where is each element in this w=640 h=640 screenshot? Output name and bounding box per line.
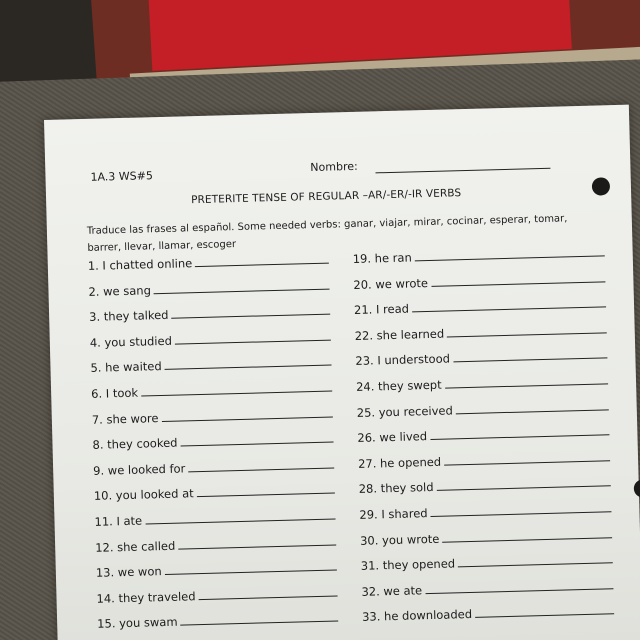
question-text: 15. you swam [97, 615, 178, 632]
question-text: 1. I chatted online [87, 256, 193, 273]
question-text: 3. they talked [88, 307, 169, 325]
question-text: 11. I ate [94, 513, 143, 529]
question-item [88, 278, 330, 298]
question-item [96, 560, 337, 580]
question-item [362, 604, 614, 625]
question-item [97, 611, 339, 631]
question-text: 27. he opened [357, 454, 442, 471]
question-text: 31. they opened [360, 556, 456, 574]
answer-line[interactable] [458, 561, 613, 567]
question-text: 12. she called [95, 538, 176, 555]
question-text: 30. you wrote [359, 531, 440, 548]
question-text: 25. you received [356, 402, 453, 420]
question-item [356, 373, 608, 394]
answer-line[interactable] [172, 313, 331, 319]
question-text: 24. they swept [355, 377, 442, 394]
question-text: 32. we ate [361, 583, 423, 599]
question-item [91, 381, 332, 401]
answer-line[interactable] [195, 262, 329, 268]
answer-line[interactable] [199, 594, 338, 600]
worksheet-code: 1A.3 WS#5 [90, 169, 154, 184]
answer-line[interactable] [475, 613, 614, 619]
question-item [358, 450, 610, 471]
question-text: 2. we sang [88, 282, 152, 299]
answer-line[interactable] [444, 459, 610, 465]
instructions: Traduce las frases al español. Some needed verbs: ganar, viajar, mirar, cocinar, esperar, tomar, barrer, llevar, llamar, escoger [86, 213, 568, 254]
question-text: 5. he waited [90, 359, 162, 376]
question-text: 23. I understood [355, 351, 451, 369]
answer-line[interactable] [145, 518, 335, 525]
question-item [359, 501, 611, 522]
answer-line[interactable] [412, 306, 606, 313]
question-item [90, 355, 331, 375]
question-text: 8. they cooked [92, 435, 178, 453]
question-item [93, 457, 334, 477]
question-item [354, 297, 606, 318]
question-text: 28. they sold [358, 480, 434, 497]
answer-line[interactable] [154, 287, 330, 294]
answer-line[interactable] [437, 485, 611, 492]
question-text: 4. you studied [89, 333, 173, 350]
answer-line[interactable] [442, 536, 612, 542]
question-item [355, 322, 608, 343]
answer-line[interactable] [197, 492, 335, 498]
answer-line[interactable] [162, 415, 333, 421]
question-text: 20. we wrote [353, 275, 429, 292]
question-item [357, 425, 609, 446]
question-item [94, 483, 335, 503]
answer-line[interactable] [430, 434, 609, 441]
answer-line[interactable] [141, 390, 332, 397]
answer-line[interactable] [165, 364, 332, 370]
question-item [96, 585, 337, 605]
answer-line[interactable] [453, 357, 607, 363]
question-text: 7. she wore [91, 410, 159, 427]
name-line [375, 168, 550, 174]
question-text: 33. he downloaded [361, 607, 473, 625]
question-text: 9. we looked for [93, 461, 186, 478]
answer-line[interactable] [165, 569, 337, 576]
question-item [359, 476, 611, 497]
answer-line[interactable] [447, 331, 607, 337]
question-item [95, 534, 336, 554]
question-text: 26. we lived [357, 429, 428, 446]
punch-hole [634, 479, 640, 497]
question-item [357, 399, 609, 420]
question-text: 19. he ran [352, 250, 412, 266]
answer-line[interactable] [431, 510, 612, 517]
question-item [92, 432, 333, 452]
question-text: 22. she learned [354, 326, 445, 343]
answer-line[interactable] [178, 543, 336, 549]
punch-hole [592, 177, 610, 195]
name-label: Nombre: [310, 159, 358, 175]
answer-line[interactable] [431, 280, 605, 287]
question-item [94, 509, 335, 529]
question-text: 10. you looked at [93, 486, 194, 504]
question-item [361, 552, 614, 573]
question-text: 14. they traveled [96, 588, 196, 606]
answer-line[interactable] [425, 587, 613, 594]
question-item [92, 406, 333, 426]
worksheet-title: PRETERITE TENSE OF REGULAR –AR/-ER/-IR VERBS [190, 187, 462, 207]
answer-line[interactable] [181, 441, 334, 447]
answer-line[interactable] [415, 254, 605, 261]
question-text: 6. I took [91, 385, 139, 401]
answer-line[interactable] [445, 382, 608, 388]
answer-line[interactable] [456, 408, 609, 414]
question-item [90, 329, 331, 349]
question-item [361, 578, 613, 599]
worksheet-paper [44, 105, 640, 640]
question-item [353, 271, 605, 292]
question-item [355, 348, 607, 369]
question-text: 29. I shared [359, 506, 428, 522]
answer-line[interactable] [181, 620, 339, 626]
answer-line[interactable] [175, 338, 331, 344]
question-text: 13. we won [95, 564, 162, 580]
question-item [360, 527, 613, 548]
question-text: 21. I read [353, 301, 410, 318]
answer-line[interactable] [188, 466, 334, 472]
question-item [89, 304, 331, 324]
